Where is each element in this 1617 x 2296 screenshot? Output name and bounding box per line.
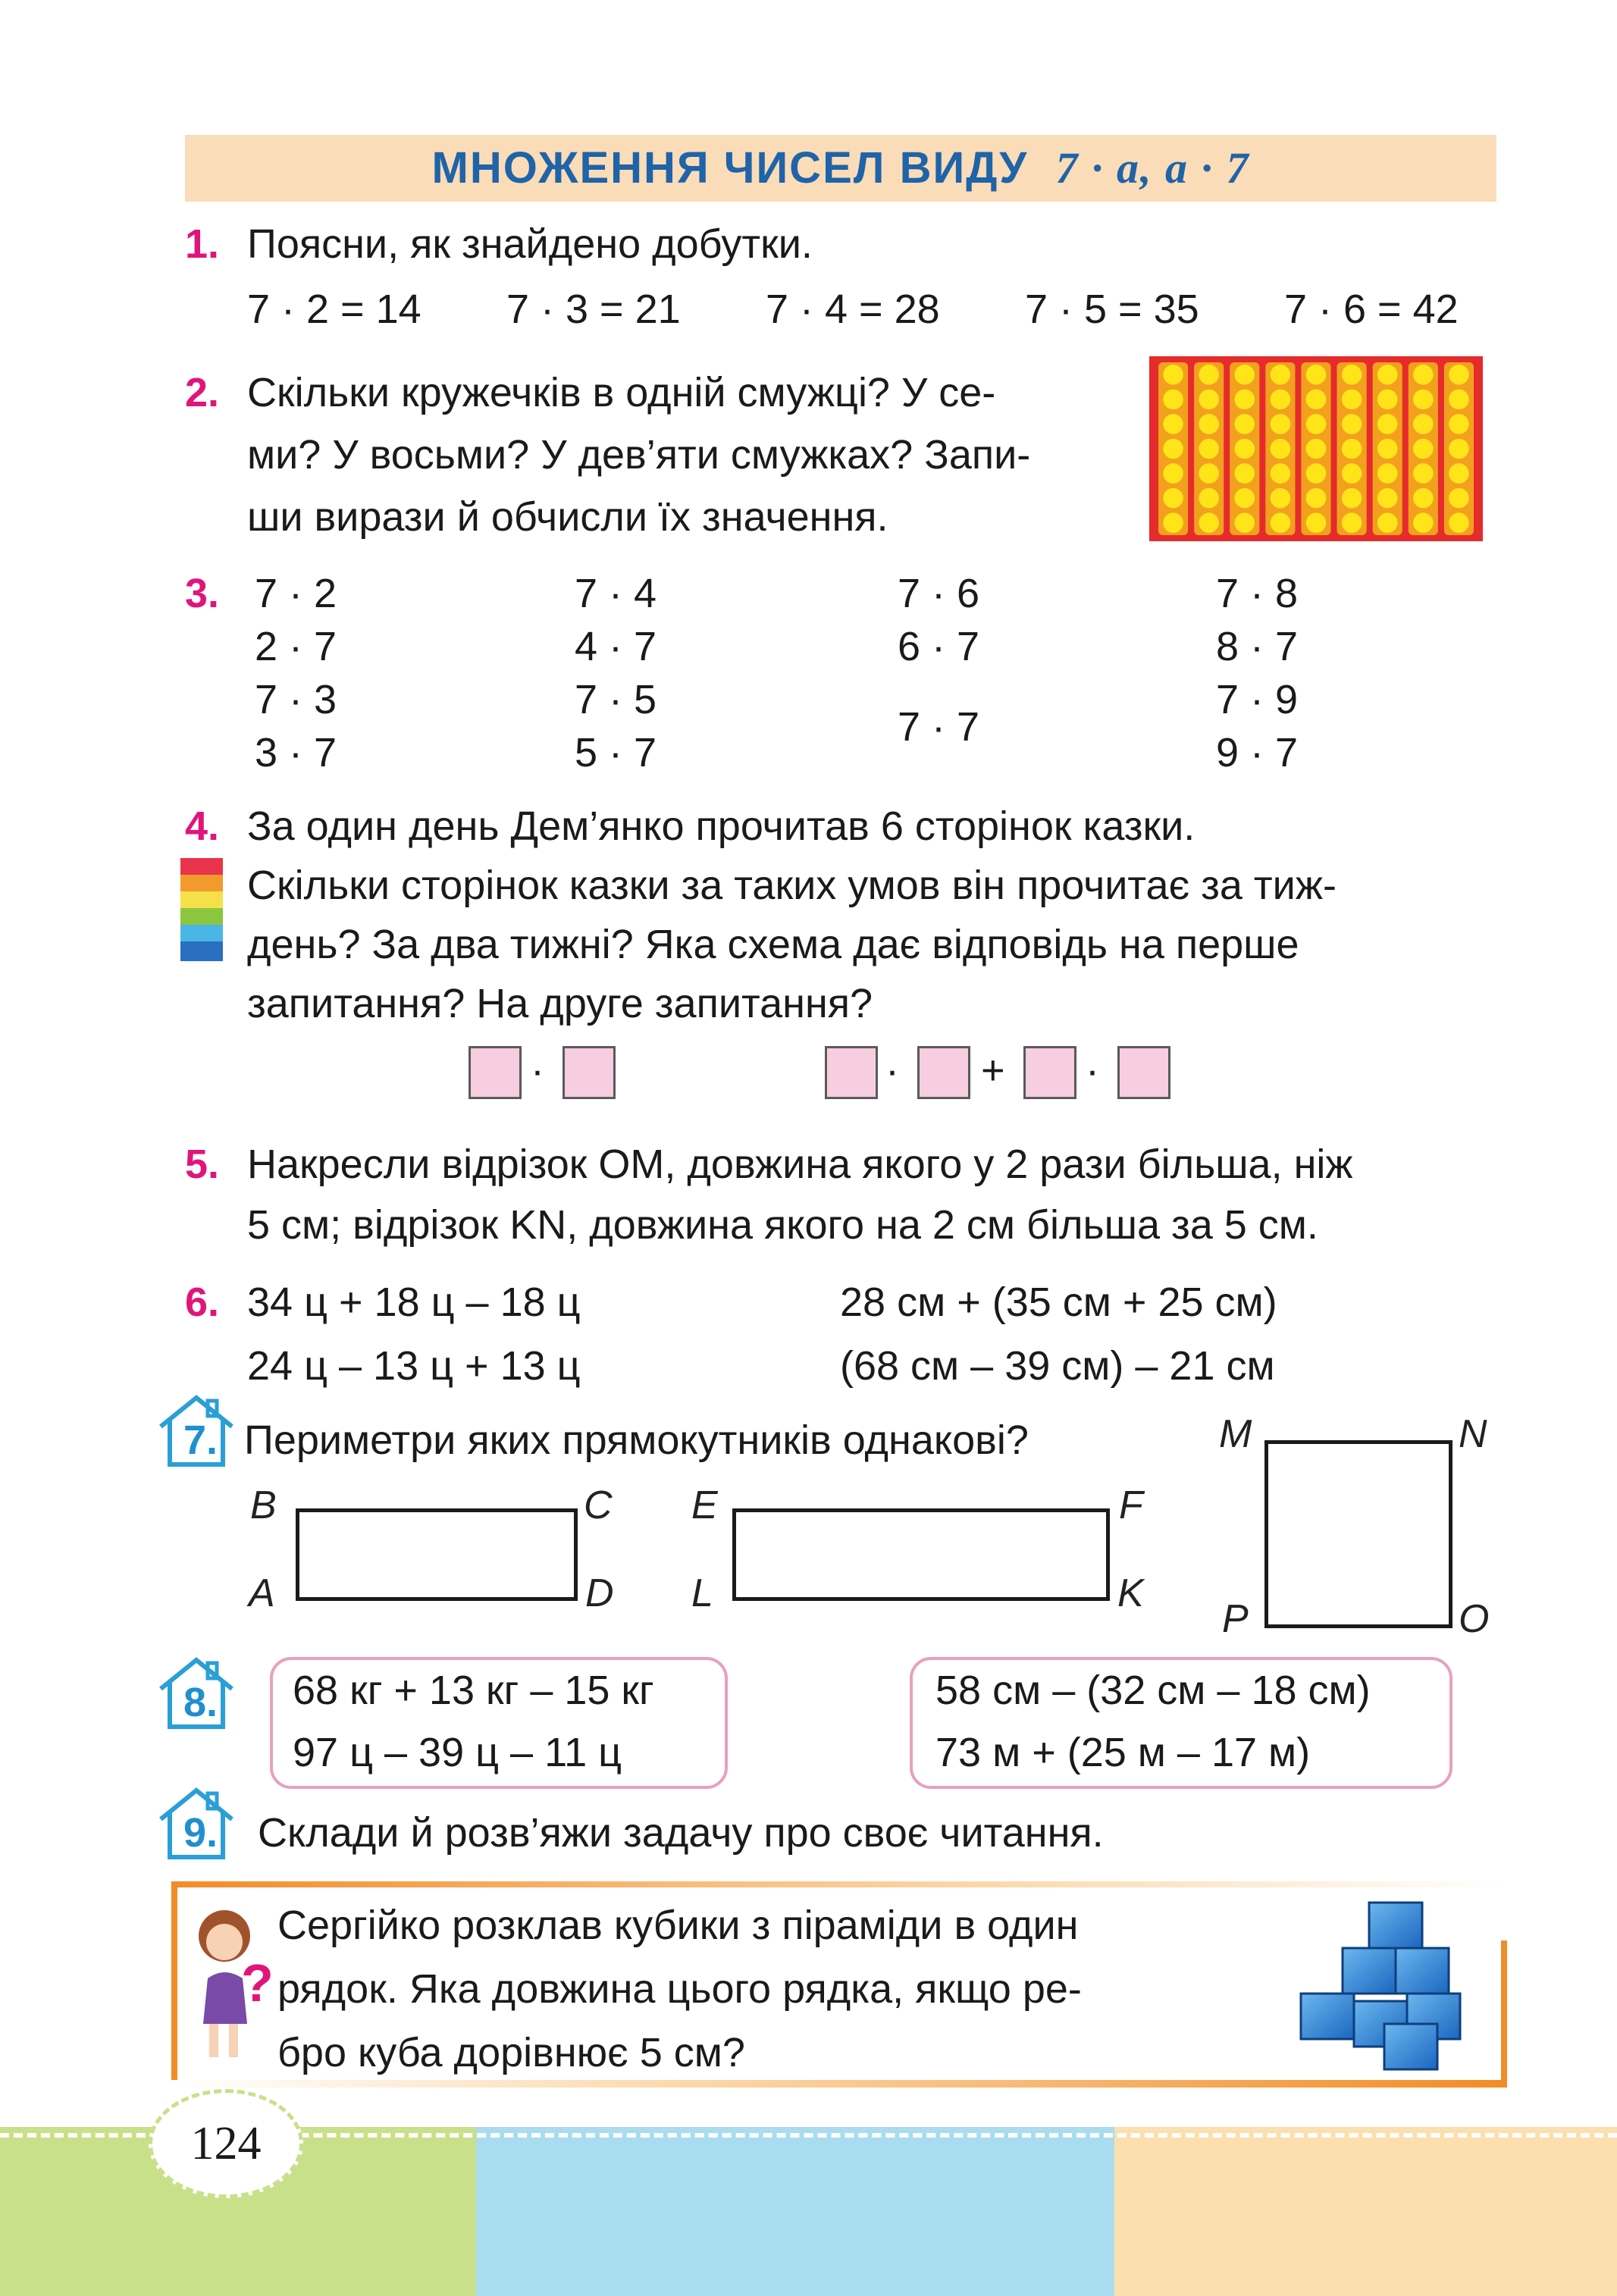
strip-circle (1234, 512, 1255, 533)
exercise-3-expr: 4 · 7 (575, 624, 657, 669)
exercise-1-item: 7 · 4 = 28 (766, 287, 940, 332)
exercise-3-expr: 7 · 6 (898, 571, 980, 616)
rainbow-pencil-icon (180, 858, 223, 961)
vertex-label: D (585, 1571, 614, 1615)
strip-circle (1234, 439, 1255, 459)
exercise-6-expr: 28 см + (35 см + 25 см) (840, 1280, 1277, 1325)
rectangle-abcd (296, 1508, 578, 1601)
strip-circle (1199, 439, 1219, 459)
strip-circle (1449, 414, 1469, 434)
circle-strips-picture (1149, 356, 1483, 541)
strip-circle (1377, 390, 1398, 410)
exercise-3-number: 3. (185, 571, 220, 616)
strip-circle (1413, 365, 1434, 385)
strip-circle (1449, 463, 1469, 484)
scheme-box (1117, 1046, 1170, 1099)
strip-circle (1234, 414, 1255, 434)
strip-circle (1377, 463, 1398, 484)
exercise-3-expr: 7 · 7 (898, 704, 980, 750)
exercise-8-expr: 73 м + (25 м – 17 м) (935, 1730, 1311, 1775)
footer-band-blue (476, 2127, 1114, 2296)
exercise-9-number: 9. (183, 1810, 218, 1856)
exercise-4-line: За один день Дем’янко прочитав 6 сторінок казки. (247, 803, 1196, 849)
strip-circle (1163, 414, 1183, 434)
exercise-6-expr: 34 ц + 18 ц – 18 ц (247, 1280, 581, 1325)
scheme-box (1023, 1046, 1076, 1099)
strip-circle (1271, 512, 1291, 533)
circle-strips-svg (1149, 356, 1483, 541)
strip-circle (1306, 512, 1327, 533)
exercise-7-text: Периметри яких прямокутників однакові? (244, 1417, 1029, 1463)
exercise-3-expr: 7 · 3 (255, 677, 337, 722)
strip-circle (1199, 414, 1219, 434)
strip-circle (1271, 390, 1291, 410)
strip-circle (1163, 390, 1183, 410)
strip-circle (1306, 463, 1327, 484)
scheme-box (917, 1046, 970, 1099)
strip-circle (1449, 488, 1469, 509)
exercise-7-number: 7. (183, 1417, 218, 1463)
puzzle-line: рядок. Яка довжина цього рядка, якщо ре- (277, 1966, 1082, 2012)
exercise-8-expr: 58 см – (32 см – 18 см) (935, 1668, 1371, 1713)
exercise-3-expr: 7 · 2 (255, 571, 337, 616)
strip-circle (1306, 488, 1327, 509)
scheme-box (825, 1046, 878, 1099)
puzzle-line: бро куба дорівнює 5 см? (277, 2030, 745, 2075)
exercise-5-line: Накресли відрізок ОМ, довжина якого у 2 рази більша, ніж (247, 1142, 1353, 1187)
exercise-1-item: 7 · 5 = 35 (1025, 287, 1199, 332)
exercise-3-expr: 7 · 5 (575, 677, 657, 722)
vertex-label: P (1222, 1597, 1249, 1641)
strip-circle (1163, 488, 1183, 509)
strip-circle (1306, 439, 1327, 459)
vertex-label: F (1119, 1483, 1143, 1527)
strip-circle (1271, 439, 1291, 459)
rectangle-eflk (732, 1508, 1110, 1601)
strip-circle (1306, 365, 1327, 385)
strip-circle (1306, 414, 1327, 434)
exercise-3-expr: 7 · 4 (575, 571, 657, 616)
exercise-6-expr: (68 см – 39 см) – 21 см (840, 1343, 1275, 1389)
vertex-label: B (250, 1483, 277, 1527)
strip-circle (1413, 488, 1434, 509)
scheme-dot: · (531, 1048, 544, 1093)
strip-circle (1342, 463, 1362, 484)
strip-circle (1413, 439, 1434, 459)
strip-circle (1342, 365, 1362, 385)
exercise-3-expr: 8 · 7 (1216, 624, 1299, 669)
vertex-label: N (1459, 1412, 1487, 1456)
exercise-2-line: Скільки кружечків в одній смужці? У се- (247, 370, 996, 415)
exercise-3-expr: 3 · 7 (255, 730, 337, 775)
strip-circle (1199, 512, 1219, 533)
exercise-3-expr: 5 · 7 (575, 730, 657, 775)
page-number: 124 (190, 2118, 262, 2169)
strip-circle (1377, 512, 1398, 533)
strip-circle (1234, 390, 1255, 410)
vertex-label: A (249, 1571, 275, 1615)
strip-circle (1163, 439, 1183, 459)
strip-circle (1306, 390, 1327, 410)
exercise-6-expr: 24 ц – 13 ц + 13 ц (247, 1343, 581, 1389)
girl-question-icon (186, 1903, 274, 2073)
exercise-4-line: запитання? На друге запитання? (247, 981, 873, 1026)
exercise-3-expr: 6 · 7 (898, 624, 980, 669)
strip-circle (1271, 463, 1291, 484)
strip-circle (1163, 463, 1183, 484)
scheme-dot: · (1086, 1048, 1099, 1093)
scheme-dot: · (885, 1048, 899, 1093)
strip-circle (1199, 463, 1219, 484)
vertex-label: M (1219, 1412, 1252, 1456)
strip-circle (1449, 439, 1469, 459)
exercise-2-number: 2. (185, 370, 220, 415)
exercise-9-text: Склади й розв’яжи задачу про своє читання. (258, 1810, 1104, 1856)
strip-circle (1377, 414, 1398, 434)
strip-circle (1413, 512, 1434, 533)
title-text: МНОЖЕННЯ ЧИСЕЛ ВИДУ (431, 143, 1029, 193)
exercise-5-line: 5 см; відрізок KN, довжина якого на 2 см більша за 5 см. (247, 1202, 1318, 1248)
exercise-8-expr: 97 ц – 39 ц – 11 ц (293, 1730, 622, 1775)
page-title (185, 135, 1496, 202)
exercise-3-expr: 2 · 7 (255, 624, 337, 669)
exercise-2-line: ши вирази й обчисли їх значення. (247, 494, 888, 540)
exercise-6-number: 6. (185, 1280, 220, 1325)
exercise-1-item: 7 · 2 = 14 (247, 287, 421, 332)
exercise-3-expr: 7 · 8 (1216, 571, 1299, 616)
strip-circle (1413, 414, 1434, 434)
vertex-label: E (691, 1483, 718, 1527)
strip-circle (1163, 512, 1183, 533)
strip-circle (1199, 390, 1219, 410)
exercise-4-line: день? За два тижні? Яка схема дає відповідь на перше (247, 922, 1299, 967)
strip-circle (1413, 390, 1434, 410)
exercise-1-item: 7 · 3 = 21 (506, 287, 681, 332)
vertex-label: O (1459, 1597, 1490, 1641)
vertex-label: K (1117, 1571, 1144, 1615)
exercise-5-number: 5. (185, 1142, 220, 1187)
exercise-8-number: 8. (183, 1680, 218, 1725)
exercise-4-number: 4. (185, 803, 220, 849)
strip-circle (1199, 488, 1219, 509)
strip-circle (1342, 390, 1362, 410)
square-mnop (1264, 1440, 1452, 1628)
footer-band-orange (1114, 2127, 1617, 2296)
strip-circle (1342, 414, 1362, 434)
strip-circle (1449, 365, 1469, 385)
puzzle-right-border (1501, 1940, 1507, 2088)
strip-circle (1199, 365, 1219, 385)
puzzle-line: Сергійко розклав кубики з піраміди в один (277, 1903, 1079, 1948)
strip-circle (1449, 512, 1469, 533)
exercise-2-line: ми? У восьми? У дев’яти смужках? Запи- (247, 432, 1031, 478)
strip-circle (1377, 439, 1398, 459)
strip-circle (1271, 488, 1291, 509)
vertex-label: C (584, 1483, 613, 1527)
scheme-box (563, 1046, 616, 1099)
strip-circle (1163, 365, 1183, 385)
puzzle-left-border (171, 1881, 177, 2086)
strip-circle (1377, 488, 1398, 509)
title-expression: 7 · a, a · 7 (1055, 143, 1250, 193)
puzzle-top-border (171, 1881, 1507, 1887)
exercise-1-number: 1. (185, 221, 220, 267)
strip-circle (1342, 488, 1362, 509)
strip-circle (1271, 414, 1291, 434)
exercise-3-expr: 9 · 7 (1216, 730, 1299, 775)
svg-text:?: ? (241, 1953, 274, 2013)
vertex-label: L (691, 1571, 713, 1615)
strip-circle (1271, 365, 1291, 385)
strip-circle (1342, 512, 1362, 533)
strip-circle (1234, 365, 1255, 385)
strip-circle (1234, 463, 1255, 484)
strip-circle (1449, 390, 1469, 410)
scheme-box (468, 1046, 522, 1099)
cube-pyramid-picture (1286, 1887, 1483, 2081)
exercise-8-expr: 68 кг + 13 кг – 15 кг (293, 1668, 654, 1713)
exercise-3-expr: 7 · 9 (1216, 677, 1299, 722)
strip-circle (1234, 488, 1255, 509)
strip-circle (1342, 439, 1362, 459)
exercise-1-text: Поясни, як знайдено добутки. (247, 221, 813, 267)
strip-circle (1413, 463, 1434, 484)
scheme-plus: + (981, 1048, 1005, 1093)
strip-circle (1377, 365, 1398, 385)
exercise-4-line: Скільки сторінок казки за таких умов він прочитає за тиж- (247, 863, 1337, 908)
exercise-1-item: 7 · 6 = 42 (1284, 287, 1459, 332)
